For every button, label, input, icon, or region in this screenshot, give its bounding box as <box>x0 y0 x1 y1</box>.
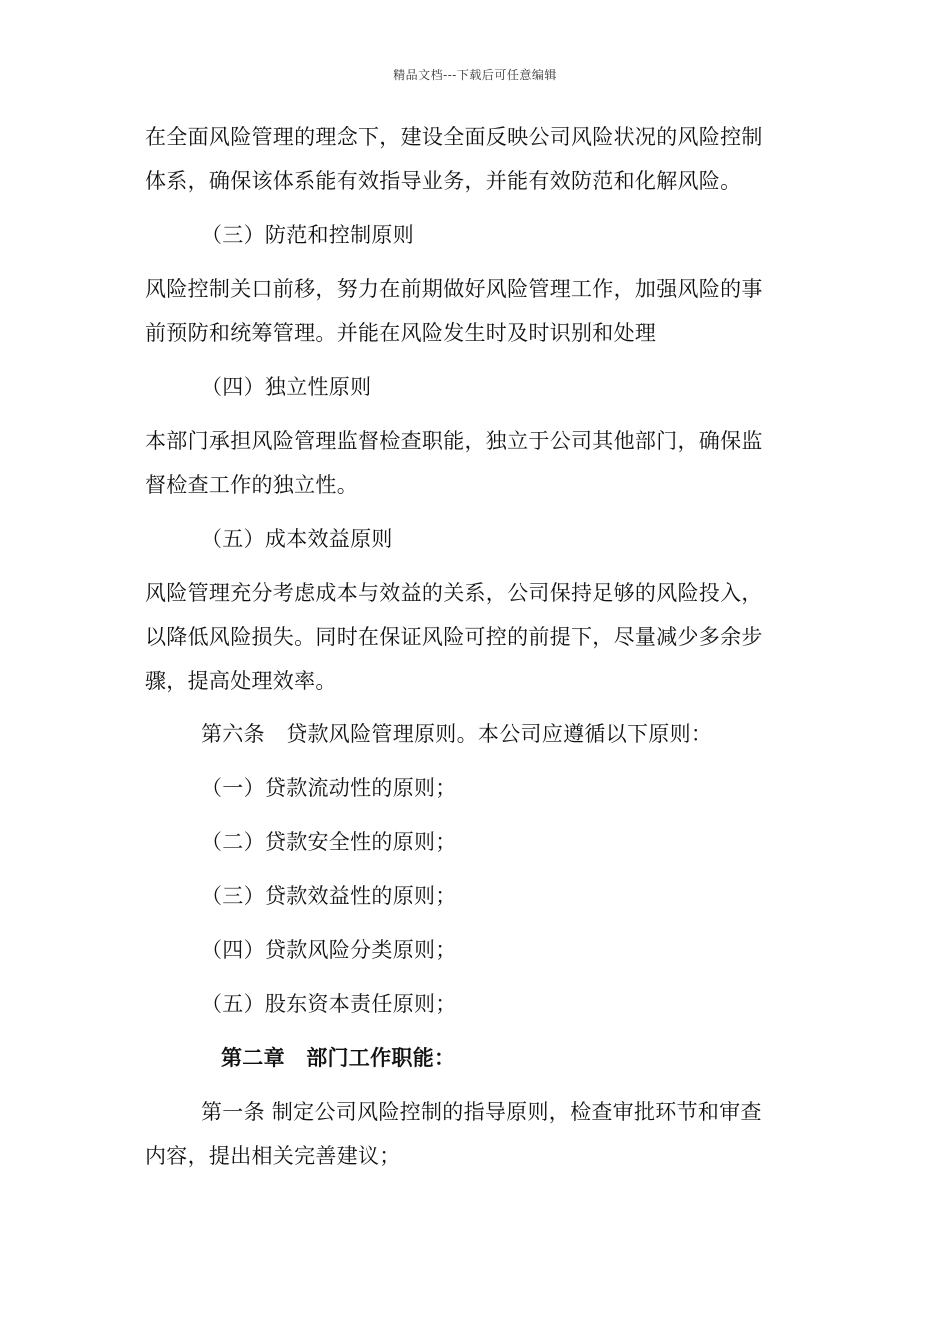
paragraph-line: 前预防和统筹管理。并能在风险发生时及时识别和处理 <box>145 321 657 345</box>
paragraph-line: 风险管理充分考虑成本与效益的关系，公司保持足够的风险投入， <box>145 581 763 605</box>
list-item: （三）贷款效益性的原则； <box>201 884 457 908</box>
section-heading: （五）成本效益原则 <box>201 527 393 551</box>
list-item: （一）贷款流动性的原则； <box>201 776 457 800</box>
page-header: 精品文档---下载后可任意编辑 <box>393 68 557 82</box>
chapter-heading: 第二章 部门工作职能： <box>221 1046 456 1070</box>
paragraph-line: 在全面风险管理的理念下，建设全面反映公司风险状况的风险控制 <box>145 125 763 149</box>
paragraph-line: 体系，确保该体系能有效指导业务，并能有效防范和化解风险。 <box>145 169 742 193</box>
paragraph-line: 内容，提出相关完善建议； <box>145 1144 401 1168</box>
article-six: 第六条 贷款风险管理原则。本公司应遵循以下原则： <box>201 722 713 746</box>
paragraph-line: 风险控制关口前移，努力在前期做好风险管理工作，加强风险的事 <box>145 277 763 301</box>
paragraph-line: 本部门承担风险管理监督检查职能，独立于公司其他部门，确保监 <box>145 429 763 453</box>
list-item: （五）股东资本责任原则； <box>201 992 457 1016</box>
list-item: （二）贷款安全性的原则； <box>201 830 457 854</box>
paragraph-line: 第一条 制定公司风险控制的指导原则，检查审批环节和审查 <box>201 1100 762 1124</box>
paragraph-line: 督检查工作的独立性。 <box>145 473 358 497</box>
list-item: （四）贷款风险分类原则； <box>201 938 457 962</box>
paragraph-line: 骤，提高处理效率。 <box>145 669 337 693</box>
section-heading: （四）独立性原则 <box>201 375 372 399</box>
section-heading: （三）防范和控制原则 <box>201 223 414 247</box>
paragraph-line: 以降低风险损失。同时在保证风险可控的前提下，尽量减少多余步 <box>145 625 763 649</box>
